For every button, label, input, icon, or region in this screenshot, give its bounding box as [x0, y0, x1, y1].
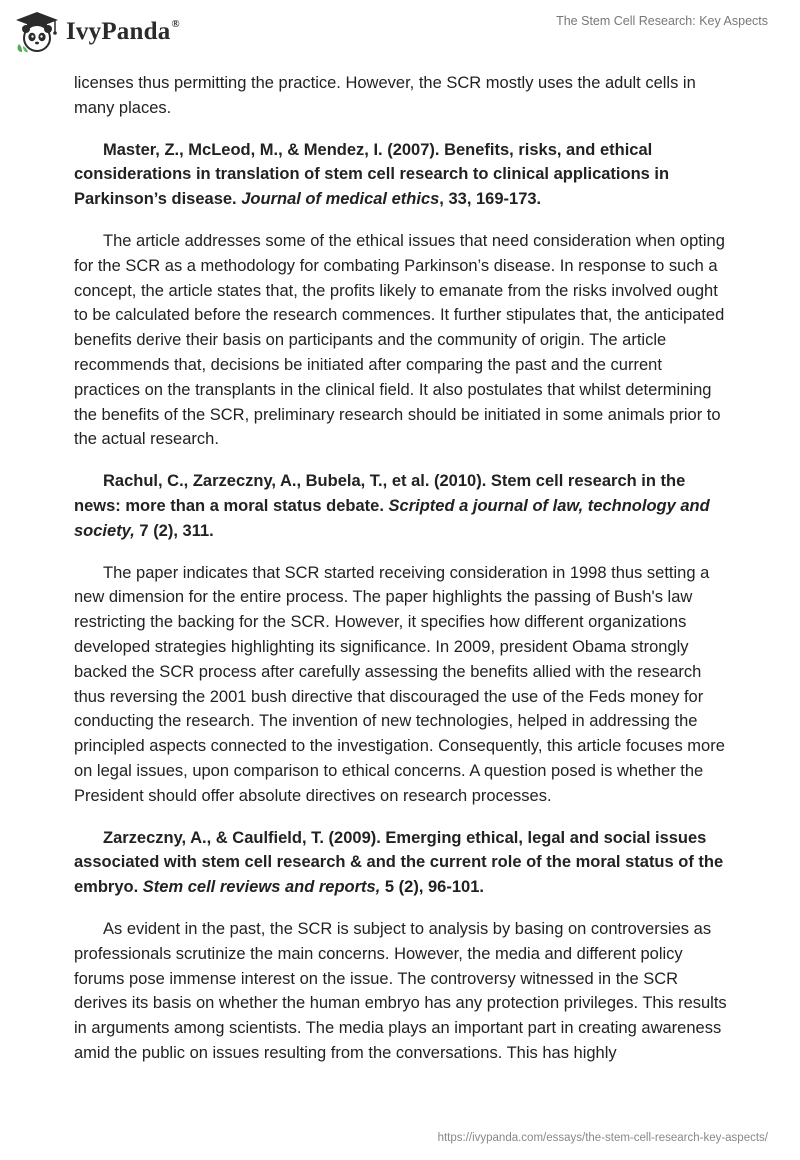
reference-citation: Zarzeczny, A., & Caulfield, T. (2009). Emerging ethical, legal and social issues associated with stem cell research & and the current role of the moral status of the embryo. Stem cell reviews and reports, 5 (2), 96-101. — [74, 828, 724, 897]
reference-summary: The paper indicates that SCR started receiving consideration in 1998 thus setting a new dimension for the entire process. The paper highlights the passing of Bush's law restricting the backing for the SCR. However, it specifies how different organizations developed strategies highlighting its significance. In 2009, president Obama strongly backed the SCR process after carefully assessing the benefits allied with the research thus reversing the 2001 bush directive that discouraged the use of the Feds money for conducting the research. The invention of new technologies, helped in addressing the principled aspects connected to the investigation. Consequently, this article focuses more on legal issues, upon comparison to ethical concerns. A question posed is whether the President should offer absolute directives on research processes. — [74, 563, 725, 805]
intro-continuation: licenses thus permitting the practice. However, the SCR mostly uses the adult cells in many places. — [74, 74, 696, 117]
essay-content — [74, 71, 728, 1066]
reference-citation: Master, Z., McLeod, M., & Mendez, I. (2007). Benefits, risks, and ethical considerations in translation of stem cell research to clinical applications in Parkinson’s disease. Journal of medical ethics, 33, 169-173. — [74, 140, 670, 209]
ivypanda-logo[interactable] — [14, 10, 180, 54]
reference-summary: The article addresses some of the ethical issues that need consideration when opting for the SCR as a methodology for combating Parkinson’s disease. In response to such a concept, the article states that, the profits likely to emanate from the risks involved ought to be calculated before the research commences. It further stipulates that, the anticipated benefits derive their basis on participants and the community of origin. The article recommends that, decisions be initiated after comparing the past and the current practices on the transplants in the clinical field. It also postulates that whilst determining the benefits of the SCR, preliminary research should be initiated in some animals prior to the actual research. — [74, 231, 725, 449]
brand-name: IvyPanda® — [66, 18, 180, 45]
journal-title: Journal of medical ethics — [241, 190, 440, 209]
reference-citation: Rachul, C., Zarzeczny, A., Bubela, T., et al. (2010). Stem cell research in the news: more than a moral status debate. Scripted a journal of law, technology and society, 7 (2), 311. — [74, 472, 710, 540]
source-url-link[interactable]: https://ivypanda.com/essays/the-stem-cell-research-key-aspects/ — [437, 1132, 768, 1144]
journal-title: Scripted a journal of law, technology and society, — [74, 496, 710, 540]
panda-graduate-icon — [14, 10, 60, 54]
page-header — [0, 0, 800, 70]
reference-summary: As evident in the past, the SCR is subject to analysis by basing on controversies as professionals scrutinize the main concerns. However, the media and different policy forums pose immense interest on the issue. The controversy witnessed in the SCR derives its basis on whether the human embryo has any protection privileges. This results in arguments among scientists. The media plays an important part in creating awareness amid the public on issues resulting from the conversations. This has highly — [74, 919, 727, 1062]
running-title: The Stem Cell Research: Key Aspects — [556, 14, 768, 28]
journal-title: Stem cell reviews and reports, — [142, 878, 381, 897]
